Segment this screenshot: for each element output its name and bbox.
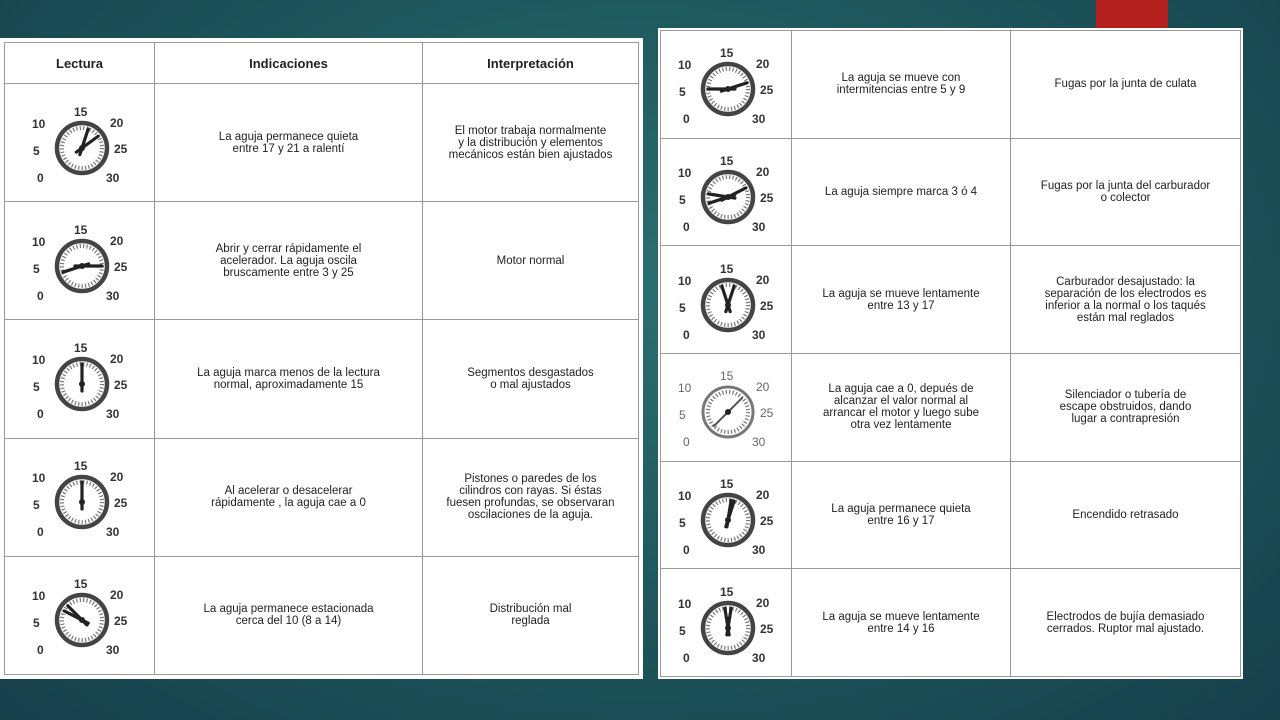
table-row bbox=[5, 84, 639, 202]
table-row bbox=[5, 202, 639, 320]
indicacion-text: Al acelerar o desacelerar rápidamente , la aguja cae a 0 bbox=[155, 438, 423, 556]
scale-label: 5 bbox=[32, 143, 40, 158]
gauge-hub bbox=[725, 409, 731, 415]
table-row bbox=[661, 31, 1241, 139]
scale-label: 15 bbox=[73, 459, 87, 474]
scale-label: 20 bbox=[756, 164, 770, 179]
scale-label: 15 bbox=[73, 222, 87, 237]
vacuum-gauge-icon bbox=[676, 366, 776, 448]
indicacion-text: La aguja se mueve lentamente entre 14 y 16 bbox=[792, 569, 1011, 677]
gauge-cell bbox=[5, 84, 155, 202]
scale-label: 30 bbox=[752, 219, 766, 233]
vacuum-gauge-icon bbox=[676, 151, 776, 233]
gauge-hub bbox=[79, 617, 85, 623]
indicacion-text: La aguja cae a 0, depués de alcanzar el valor normal al arrancar el motor y luego sube otra vez lentamente bbox=[792, 353, 1011, 461]
vacuum-gauge-icon bbox=[676, 43, 776, 125]
scale-label: 15 bbox=[720, 261, 734, 276]
scale-label: 30 bbox=[752, 650, 766, 664]
gauge-cell bbox=[661, 31, 792, 139]
vacuum-gauge-icon bbox=[30, 102, 130, 184]
scale-label: 5 bbox=[32, 616, 40, 631]
scale-label: 15 bbox=[73, 104, 87, 119]
interpretacion-text: Pistones o paredes de los cilindros con rayas. Si éstas fuesen profundas, se observaran oscilaciones de la aguja. bbox=[423, 438, 639, 556]
header-indicaciones: Indicaciones bbox=[155, 43, 423, 84]
scale-label: 10 bbox=[678, 273, 692, 288]
interpretacion-text: Electrodos de bujía demasiado cerrados. Ruptor mal ajustado. bbox=[1011, 569, 1241, 677]
scale-label: 20 bbox=[756, 57, 770, 72]
scale-label: 30 bbox=[105, 406, 119, 420]
scale-label: 10 bbox=[31, 589, 45, 604]
left-table bbox=[4, 42, 639, 675]
scale-label: 25 bbox=[760, 513, 774, 528]
scale-label: 5 bbox=[679, 192, 686, 207]
gauge-hub bbox=[725, 625, 731, 631]
gauge-cell bbox=[5, 438, 155, 556]
header-lectura: Lectura bbox=[5, 43, 155, 84]
scale-label: 0 bbox=[683, 542, 690, 556]
scale-label: 0 bbox=[36, 288, 44, 302]
scale-label: 5 bbox=[32, 261, 40, 276]
scale-label: 30 bbox=[105, 288, 119, 302]
scale-label: 25 bbox=[113, 496, 127, 511]
scale-label: 20 bbox=[109, 115, 123, 130]
vacuum-gauge-icon bbox=[30, 220, 130, 302]
scale-label: 10 bbox=[678, 58, 692, 73]
scale-label: 10 bbox=[678, 596, 692, 611]
scale-label: 20 bbox=[109, 588, 123, 603]
scale-label: 0 bbox=[36, 525, 44, 539]
table-row bbox=[661, 138, 1241, 246]
indicacion-text: La aguja marca menos de la lectura normal, aproximadamente 15 bbox=[155, 320, 423, 438]
gauge-hub bbox=[79, 381, 85, 387]
interpretacion-text: Fugas por la junta del carburador o colector bbox=[1011, 138, 1241, 246]
scale-label: 20 bbox=[109, 470, 123, 485]
scale-label: 15 bbox=[720, 153, 734, 168]
indicacion-text: La aguja permanece estacionada cerca del 10 (8 a 14) bbox=[155, 556, 423, 674]
indicacion-text: La aguja permanece quieta entre 17 y 21 a ralentí bbox=[155, 84, 423, 202]
scale-label: 30 bbox=[752, 327, 766, 341]
gauge-hub bbox=[79, 263, 85, 269]
accent-bar bbox=[1096, 0, 1168, 28]
gauge-cell bbox=[661, 353, 792, 461]
scale-label: 10 bbox=[678, 165, 692, 180]
scale-label: 25 bbox=[760, 406, 774, 421]
scale-label: 25 bbox=[113, 614, 127, 629]
scale-label: 5 bbox=[679, 85, 686, 100]
interpretacion-text: El motor trabaja normalmente y la distribución y elementos mecánicos están bien ajustados bbox=[423, 84, 639, 202]
scale-label: 30 bbox=[752, 435, 766, 449]
scale-label: 5 bbox=[32, 379, 40, 394]
scale-label: 25 bbox=[113, 141, 127, 156]
scale-label: 5 bbox=[32, 498, 40, 513]
scale-label: 25 bbox=[760, 298, 774, 313]
interpretacion-text: Silenciador o tubería de escape obstruidos, dando lugar a contrapresión bbox=[1011, 353, 1241, 461]
scale-label: 0 bbox=[36, 170, 44, 184]
vacuum-gauge-icon bbox=[676, 259, 776, 341]
scale-label: 25 bbox=[760, 190, 774, 205]
right-table-panel bbox=[658, 28, 1243, 679]
indicacion-text: La aguja se mueve con intermitencias entre 5 y 9 bbox=[792, 31, 1011, 139]
vacuum-gauge-icon bbox=[30, 338, 130, 420]
table-row bbox=[661, 461, 1241, 569]
scale-label: 10 bbox=[31, 471, 45, 486]
gauge-hub bbox=[725, 86, 731, 92]
indicacion-text: Abrir y cerrar rápidamente el acelerador. La aguja oscila bruscamente entre 3 y 25 bbox=[155, 202, 423, 320]
vacuum-gauge-icon bbox=[30, 456, 130, 538]
scale-label: 10 bbox=[678, 381, 692, 396]
indicacion-text: La aguja se mueve lentamente entre 13 y 17 bbox=[792, 246, 1011, 354]
scale-label: 30 bbox=[752, 112, 766, 126]
scale-label: 0 bbox=[683, 112, 690, 126]
scale-label: 30 bbox=[105, 525, 119, 539]
scale-label: 0 bbox=[36, 406, 44, 420]
gauge-hub bbox=[725, 517, 731, 523]
gauge-cell bbox=[661, 138, 792, 246]
gauge-hub bbox=[725, 194, 731, 200]
scale-label: 30 bbox=[105, 170, 119, 184]
scale-label: 10 bbox=[678, 488, 692, 503]
interpretacion-text: Encendido retrasado bbox=[1011, 461, 1241, 569]
scale-label: 5 bbox=[679, 515, 686, 530]
scale-label: 0 bbox=[683, 219, 690, 233]
scale-label: 10 bbox=[31, 234, 45, 249]
header-interpretacion: Interpretación bbox=[423, 43, 639, 84]
interpretacion-text: Segmentos desgastados o mal ajustados bbox=[423, 320, 639, 438]
scale-label: 20 bbox=[109, 233, 123, 248]
scale-label: 15 bbox=[73, 340, 87, 355]
scale-label: 15 bbox=[73, 577, 87, 592]
gauge-hub bbox=[725, 302, 731, 308]
scale-label: 0 bbox=[683, 327, 690, 341]
scale-label: 0 bbox=[683, 650, 690, 664]
scale-label: 25 bbox=[113, 377, 127, 392]
scale-label: 10 bbox=[31, 116, 45, 131]
gauge-cell bbox=[661, 246, 792, 354]
interpretacion-text: Motor normal bbox=[423, 202, 639, 320]
vacuum-gauge-icon bbox=[676, 474, 776, 556]
table-row bbox=[5, 556, 639, 674]
indicacion-text: La aguja permanece quieta entre 16 y 17 bbox=[792, 461, 1011, 569]
gauge-hub bbox=[79, 145, 85, 151]
table-row bbox=[661, 353, 1241, 461]
scale-label: 20 bbox=[756, 272, 770, 287]
vacuum-gauge-icon bbox=[676, 582, 776, 664]
indicacion-text: La aguja siempre marca 3 ó 4 bbox=[792, 138, 1011, 246]
vacuum-gauge-icon bbox=[30, 574, 130, 656]
scale-label: 5 bbox=[679, 408, 686, 423]
scale-label: 5 bbox=[679, 623, 686, 638]
scale-label: 20 bbox=[109, 351, 123, 366]
table-row bbox=[5, 438, 639, 556]
table-row bbox=[661, 246, 1241, 354]
scale-label: 20 bbox=[756, 380, 770, 395]
left-header-row bbox=[5, 43, 639, 84]
scale-label: 10 bbox=[31, 352, 45, 367]
scale-label: 15 bbox=[720, 369, 734, 384]
gauge-cell bbox=[661, 569, 792, 677]
scale-label: 20 bbox=[756, 595, 770, 610]
interpretacion-text: Carburador desajustado: la separación de los electrodos es inferior a la normal o los taqués están mal reglados bbox=[1011, 246, 1241, 354]
interpretacion-text: Fugas por la junta de culata bbox=[1011, 31, 1241, 139]
scale-label: 25 bbox=[760, 83, 774, 98]
gauge-cell bbox=[5, 202, 155, 320]
scale-label: 30 bbox=[105, 643, 119, 657]
gauge-cell bbox=[5, 320, 155, 438]
scale-label: 15 bbox=[720, 584, 734, 599]
scale-label: 30 bbox=[752, 542, 766, 556]
scale-label: 0 bbox=[683, 435, 690, 449]
scale-label: 5 bbox=[679, 300, 686, 315]
table-row bbox=[661, 569, 1241, 677]
scale-label: 20 bbox=[756, 487, 770, 502]
scale-label: 25 bbox=[113, 259, 127, 274]
right-table bbox=[660, 30, 1241, 677]
gauge-cell bbox=[661, 461, 792, 569]
table-row bbox=[5, 320, 639, 438]
scale-label: 25 bbox=[760, 621, 774, 636]
scale-label: 0 bbox=[36, 643, 44, 657]
left-table-panel bbox=[0, 38, 643, 679]
gauge-cell bbox=[5, 556, 155, 674]
gauge-hub bbox=[79, 499, 85, 505]
interpretacion-text: Distribución mal reglada bbox=[423, 556, 639, 674]
scale-label: 15 bbox=[720, 476, 734, 491]
scale-label: 15 bbox=[720, 46, 734, 61]
